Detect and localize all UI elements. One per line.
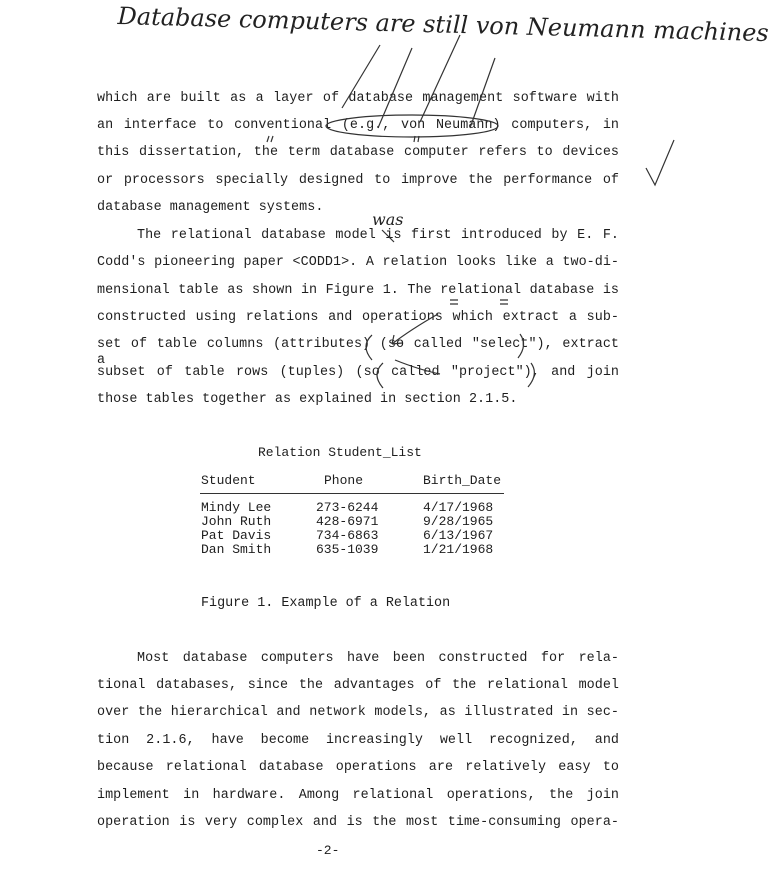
table-cell: 734-6863 bbox=[316, 528, 379, 543]
figure-caption: Figure 1. Example of a Relation bbox=[201, 596, 451, 611]
table-cell: 428-6971 bbox=[316, 514, 379, 529]
paragraph1-line: an interface to conventional (e.g., von Neumann) computers, in bbox=[97, 118, 619, 133]
paragraph1-line: database management systems. bbox=[97, 200, 324, 215]
paragraph1-line: this dissertation, the term database computer refers to devices bbox=[97, 145, 619, 160]
paragraph2-line: constructed using relations and operations which extract a sub- bbox=[97, 310, 619, 325]
pen-quote-mark bbox=[267, 136, 273, 142]
handwritten-note: Database computers are still von Neumann machines bbox=[117, 2, 769, 48]
table-cell: 1/21/1968 bbox=[423, 542, 494, 557]
paragraph2-line: those tables together as explained in section 2.1.5. bbox=[97, 392, 518, 407]
table-cell: Mindy Lee bbox=[201, 500, 272, 515]
paragraph2-line: subset of table rows (tuples) (so called "project"), and join bbox=[97, 365, 619, 380]
pen-equals-mark bbox=[450, 300, 508, 304]
paragraph3-line: tional databases, since the advantages of the relational model bbox=[97, 678, 619, 693]
table-header-student: Student bbox=[201, 473, 256, 488]
table-cell: 4/17/1968 bbox=[423, 500, 494, 515]
paragraph3-line: implement in hardware. Among relational operations, the join bbox=[97, 788, 619, 803]
table-cell: 9/28/1965 bbox=[423, 514, 494, 529]
table-header-rule bbox=[200, 493, 504, 494]
table-cell: 273-6244 bbox=[316, 500, 379, 515]
paragraph2-line: set of table columns (attributes) (so called "select"), extract a bbox=[97, 337, 619, 368]
pen-stroke-slash bbox=[378, 48, 412, 128]
paragraph2-line: Codd's pioneering paper <CODD1>. A relation looks like a two-di- bbox=[97, 255, 619, 270]
paragraph3-line: over the hierarchical and network models, as illustrated in sec- bbox=[97, 705, 619, 720]
pen-check-mark bbox=[646, 140, 674, 185]
table-title: Relation Student_List bbox=[258, 445, 422, 460]
paragraph2-line: mensional table as shown in Figure 1. The relational database is bbox=[97, 283, 619, 298]
page-number: -2- bbox=[316, 843, 340, 858]
pen-quote-mark bbox=[414, 136, 419, 142]
table-cell: Dan Smith bbox=[201, 542, 272, 557]
paragraph3-line: Most database computers have been constructed for rela- bbox=[137, 651, 619, 666]
table-cell: John Ruth bbox=[201, 514, 272, 529]
table-cell: 6/13/1967 bbox=[423, 528, 494, 543]
paragraph3-line: operation is very complex and is the most time-consuming opera- bbox=[97, 815, 619, 830]
table-header-birth-date: Birth_Date bbox=[423, 473, 502, 488]
handwritten-was: was bbox=[372, 210, 404, 229]
pen-stroke-slash bbox=[420, 35, 460, 122]
table-cell: Pat Davis bbox=[201, 528, 272, 543]
table-header-phone: Phone bbox=[324, 473, 364, 488]
paragraph1-line: which are built as a layer of database management software with bbox=[97, 91, 619, 106]
paragraph2-line: The relational database model is first introduced by E. F. bbox=[137, 228, 619, 243]
paragraph1-line: or processors specially designed to improve the performance of bbox=[97, 173, 619, 188]
paragraph3-line: because relational database operations are relatively easy to bbox=[97, 760, 619, 775]
table-cell: 635-1039 bbox=[316, 542, 379, 557]
paragraph3-line: tion 2.1.6, have become increasingly well recognized, and bbox=[97, 733, 619, 748]
